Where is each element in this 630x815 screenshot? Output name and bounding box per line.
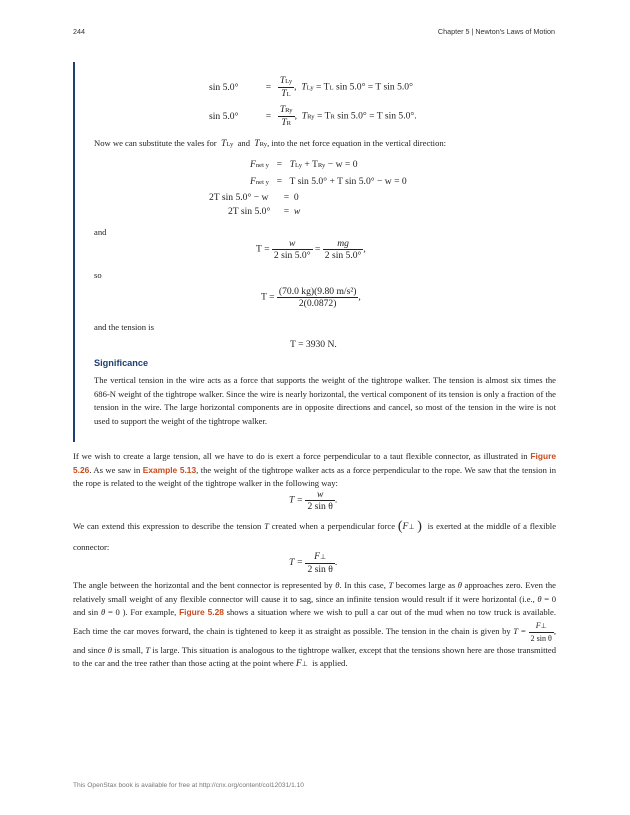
figure-5-26-link[interactable]: Figure 5.26 xyxy=(73,451,556,475)
equation-sin-left: sin 5.0° = $\frac{\text{TLy}}{TL}$ , TLy = TL sin 5.0° = T sin 5.0° xyxy=(209,75,413,99)
chapter-title: Chapter 5 | Newton's Laws of Motion xyxy=(437,27,555,36)
substitute-sentence: Now we can substitute the vales for TLy and TRy, into the net force equation in the vertical direction: xyxy=(94,138,447,149)
paragraph-angle: The angle between the horizontal and the bent connector is represented by θ. In this case, T becomes large as θ approaches zero. Even the relatively small weight of any flexible connector will cause it to sag, since an infinite tension would result if it were horizontal (i.e., θ = 0 and sin θ = 0 ). For example, Figure 5.28 shows a situation where we wish to pull a car out of the mud when no tow truck is available. Each time the car moves forward, the chain is tightened to keep it as straight as possible. The tension in the chain is given by T = $\frac{F\perp}{\text{2 sin θ}}$ , and since θ is small, T is large. This situation is analogous to the tightrope walker, except that the tensions shown here are those transmitted to the car and the tree rather than those acting at the point where F⊥ is applied. xyxy=(73,580,557,670)
equation-line-3: 2T sin 5.0° − w = 0 xyxy=(209,192,299,203)
tension-perp-equation: T = $\frac{F\perp}{\text{2 sin θ}}$ . xyxy=(289,551,338,575)
page-number: 244 xyxy=(73,27,85,36)
paragraph-large-tension: If we wish to create a large tension, all we have to do is exert a force perpendicular to a taut flexible connector, as illustrated in Figure 5.26. As we saw in Example 5.13, the weight of the tightrope walker acts as a force perpendicular to the rope. We saw that the tension in the rope is related to the weight of the tightrope walker in the following way: xyxy=(73,451,556,489)
tension-result: T = 3930 N. xyxy=(290,339,337,350)
fnet-equation-2: Fnet y = T sin 5.0° + T sin 5.0° − w = 0 xyxy=(250,176,407,187)
and-word: and xyxy=(94,227,107,237)
significance-heading: Significance xyxy=(94,358,149,368)
significance-text: The vertical tension in the wire acts as a force that supports the weight of the tightrope walker. The tension is almost six times the 686-N weight of the tightrope walker. Since the wire is nearly horizontal, the vertical component of its tension is only a fraction of the tension in the wire. The large horizontal components are in opposite directions and cancel, so most of the tension in the wire is not used to support the weight of the tightrope walker. xyxy=(94,375,556,426)
tension-intro: and the tension is xyxy=(94,322,154,332)
tension-formula: T = $\frac{w}{2 \sin 5.0^\circ}$ = $\frac{mg}{2 \sin 5.0^\circ}$ , xyxy=(256,238,366,261)
example-5-13-link[interactable]: Example 5.13 xyxy=(142,464,197,475)
equation-sin-right: sin 5.0° = $\frac{\text{TRy}}{TR}$ , TRy = TR sin 5.0° = T sin 5.0°. xyxy=(209,104,417,128)
footer-availability: This OpenStax book is available for free at http://cnx.org/content/col12031/1.10 xyxy=(73,782,304,789)
figure-5-28-link[interactable]: Figure 5.28 xyxy=(179,607,224,618)
so-word: so xyxy=(94,270,102,280)
example-sidebar-bar xyxy=(73,62,75,442)
paragraph-perpendicular-force: We can extend this expression to describe the tension T created when a perpendicular force (F⊥ ) is exerted at the middle of a flexible connector: xyxy=(73,519,557,553)
tension-numeric: T = $\frac{\text{(70.0 kg)(9.80 m/s²)}}{2(0.0872)}$ , xyxy=(261,286,361,309)
tension-theta-equation: T = $\frac{w}{\text{2 sin θ}}$ . xyxy=(289,489,338,512)
equation-line-4: 2T sin 5.0° = w xyxy=(228,206,301,217)
fnet-equation-1: Fnet y = TLy + TRy − w = 0 xyxy=(250,159,358,170)
